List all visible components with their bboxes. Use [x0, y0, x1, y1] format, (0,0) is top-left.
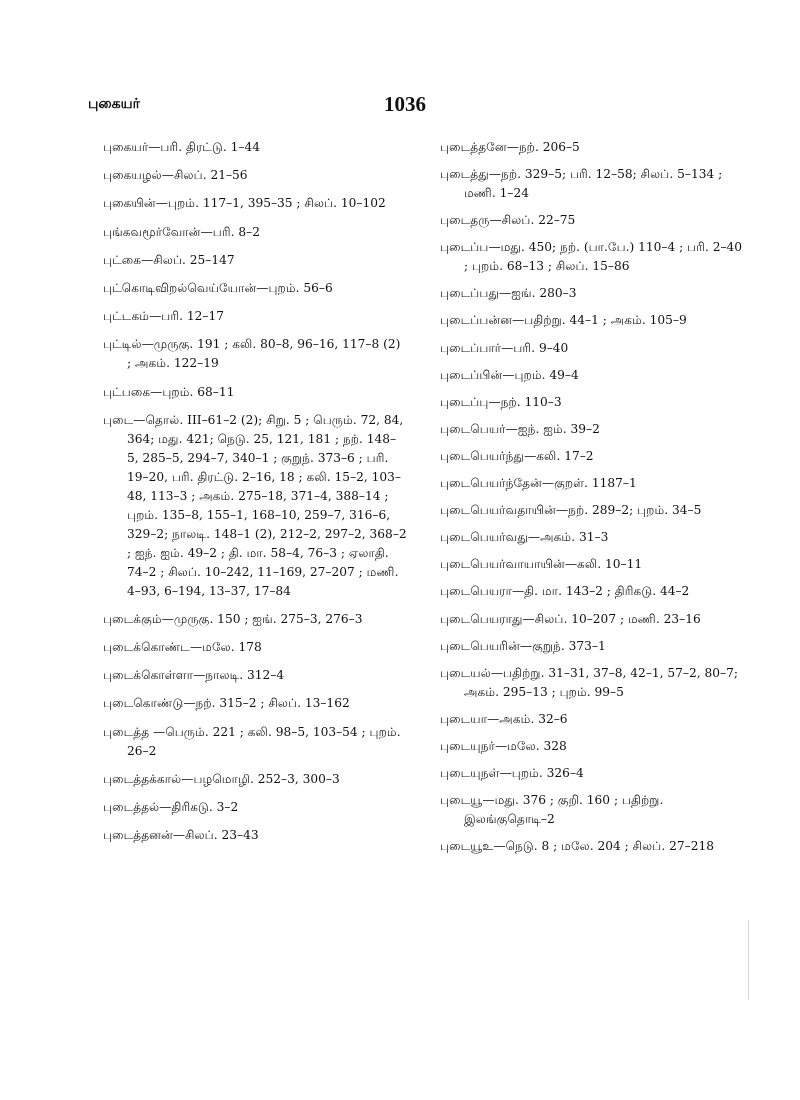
index-entry: புடைபெயரின்—குறுந். 373–1 — [440, 638, 606, 653]
index-entry: புடைத்தனன்—சிலப். 23–43 — [103, 828, 259, 843]
running-head: புகையர் — [88, 96, 140, 112]
index-entry: புடைக்கும்—முருகு. 150 ; ஐங். 275–3, 276–3 — [103, 611, 363, 626]
index-entry: புங்கவமூர்வோன்—பரி. 8–2 — [103, 224, 260, 239]
index-entry: புடைப்பது—ஐங். 280–3 — [440, 286, 577, 301]
index-entry: புட்கொடிவிறல்வெய்யோன்—புறம். 56–6 — [103, 280, 333, 295]
left-column — [103, 138, 407, 854]
index-entry: புடைக்கொள்ளா—நாலடி. 312–4 — [103, 668, 285, 683]
page-edge-mark — [748, 920, 749, 1000]
index-entry: புடைத்தக்கால்—பழமொழி. 252–3, 300–3 — [103, 771, 340, 786]
index-entry: புடையூஉ—நெடு. 8 ; மலே. 204 ; சிலப். 27–218 — [440, 839, 714, 854]
index-entry: புடைபெயரா—தி. மா. 143–2 ; திரிகடு. 44–2 — [440, 584, 690, 599]
index-entry: புடைத்தனே—நற். 206–5 — [440, 140, 580, 154]
index-entry: புட்கை—சிலப். 25–147 — [103, 252, 235, 267]
index-entry: புடைபெயர்ந்தேன்—குறள். 1187–1 — [440, 476, 637, 491]
index-entry: புடைபெயராது—சிலப். 10–207 ; மணி. 23–16 — [440, 611, 701, 626]
index-entry: புடைக்கொண்ட—மலே. 178 — [103, 640, 262, 655]
index-entry: புட்டகம்—பரி. 12–17 — [103, 309, 224, 324]
index-entry: புடைபெயர்வது—அகம். 31–3 — [440, 530, 609, 545]
index-entry: புட்டில்—முருகு. 191 ; கலி. 80–8, 96–16, 117–8 (2) ; அகம். 122–19 — [103, 337, 401, 371]
index-entry: புடைப்ப—மது. 450; நற். (பா.பே.) 110–4 ; பரி. 2–40 ; புறம். 68–13 ; சிலப். 15–86 — [440, 240, 743, 274]
index-entry: புடைத்தல்—திரிகடு. 3–2 — [103, 800, 239, 814]
index-entry: புடை—தொல். III–61–2 (2); சிறு. 5 ; பெரும். 72, 84, 364; மது. 421; நெடு. 25, 121, 181 ; நற். 148–5, 285–5, 294–7, 340–1 ; குறுந். 373–6 ; பரி. 19–20, பரி. திரட்டு. 2–16, 18 ; கலி. 15–2, 103–48, 113–3 ; அகம். 275–18, 371–4, 388–14 ; புறம். 135–8, 155–1, 168–10, 259–7, 316–6, 329–2; நாலடி. 148–1 (2), 212–2, 297–2, 368–2 ; ஐந். ஐம். 49–2 ; தி. மா. 58–4, 76–3 ; ஏலாதி. 74–2 ; சிலப். 10–242, 11–169, 27–207 ; மணி. 4–93, 6–194, 13–37, 17–84 — [103, 412, 407, 598]
index-entry: புடையுநர்—மலே. 328 — [440, 738, 567, 753]
index-entry: புடைப்பின்—புறம். 49–4 — [440, 367, 579, 382]
page-number: 1036 — [384, 92, 426, 116]
index-entry: புடைபெயர்ந்து—கலி. 17–2 — [440, 448, 594, 463]
index-entry: புடையல்—பதிற்று. 31–31, 37–8, 42–1, 57–2, 80–7; அகம். 295–13 ; புறம். 99–5 — [440, 665, 738, 699]
index-entry: புகையர்—பரி. திரட்டு. 1–44 — [103, 140, 260, 154]
index-entry: புடைதரு—சிலப். 22–75 — [440, 213, 576, 228]
index-entry: புடைகொண்டு—நற். 315–2 ; சிலப். 13–162 — [103, 696, 350, 711]
index-entry: புடைத்த —பெரும். 221 ; கலி. 98–5, 103–54 ; புறம். 26–2 — [103, 724, 401, 758]
index-entry: புகையின்—புறம். 117–1, 395–35 ; சிலப். 10–102 — [103, 196, 386, 211]
index-entry: புடைபெயர்வாயாயின்—கலி. 10–11 — [440, 557, 643, 572]
index-entry: புடைப்பு—நற். 110–3 — [440, 394, 562, 409]
index-entry: புடையூ—மது. 376 ; குறி. 160 ; பதிற்று. இலங்குதொடி–2 — [440, 793, 664, 827]
index-entry: புட்பகை—புறம். 68–11 — [103, 384, 235, 399]
index-entry: புடைத்து—நற். 329–5; பரி. 12–58; சிலப். 5–134 ; மணி. 1–24 — [440, 167, 723, 201]
index-entry: புடைப்பார்—பரி. 9–40 — [440, 340, 569, 355]
index-entry: புடைபெயர்வதாயின்—நற். 289–2; புறம். 34–5 — [440, 503, 702, 518]
index-entry: புகையழல்—சிலப். 21–56 — [103, 168, 248, 183]
index-entry: புடைப்பன்ன—பதிற்று. 44–1 ; அகம். 105–9 — [440, 313, 687, 328]
index-entry: புடைபெயர்—ஐந். ஐம். 39–2 — [440, 421, 600, 436]
index-entry: புடையா—அகம். 32–6 — [440, 711, 568, 726]
index-entry: புடையுநள்—புறம். 326–4 — [440, 765, 584, 780]
right-column — [440, 138, 745, 864]
